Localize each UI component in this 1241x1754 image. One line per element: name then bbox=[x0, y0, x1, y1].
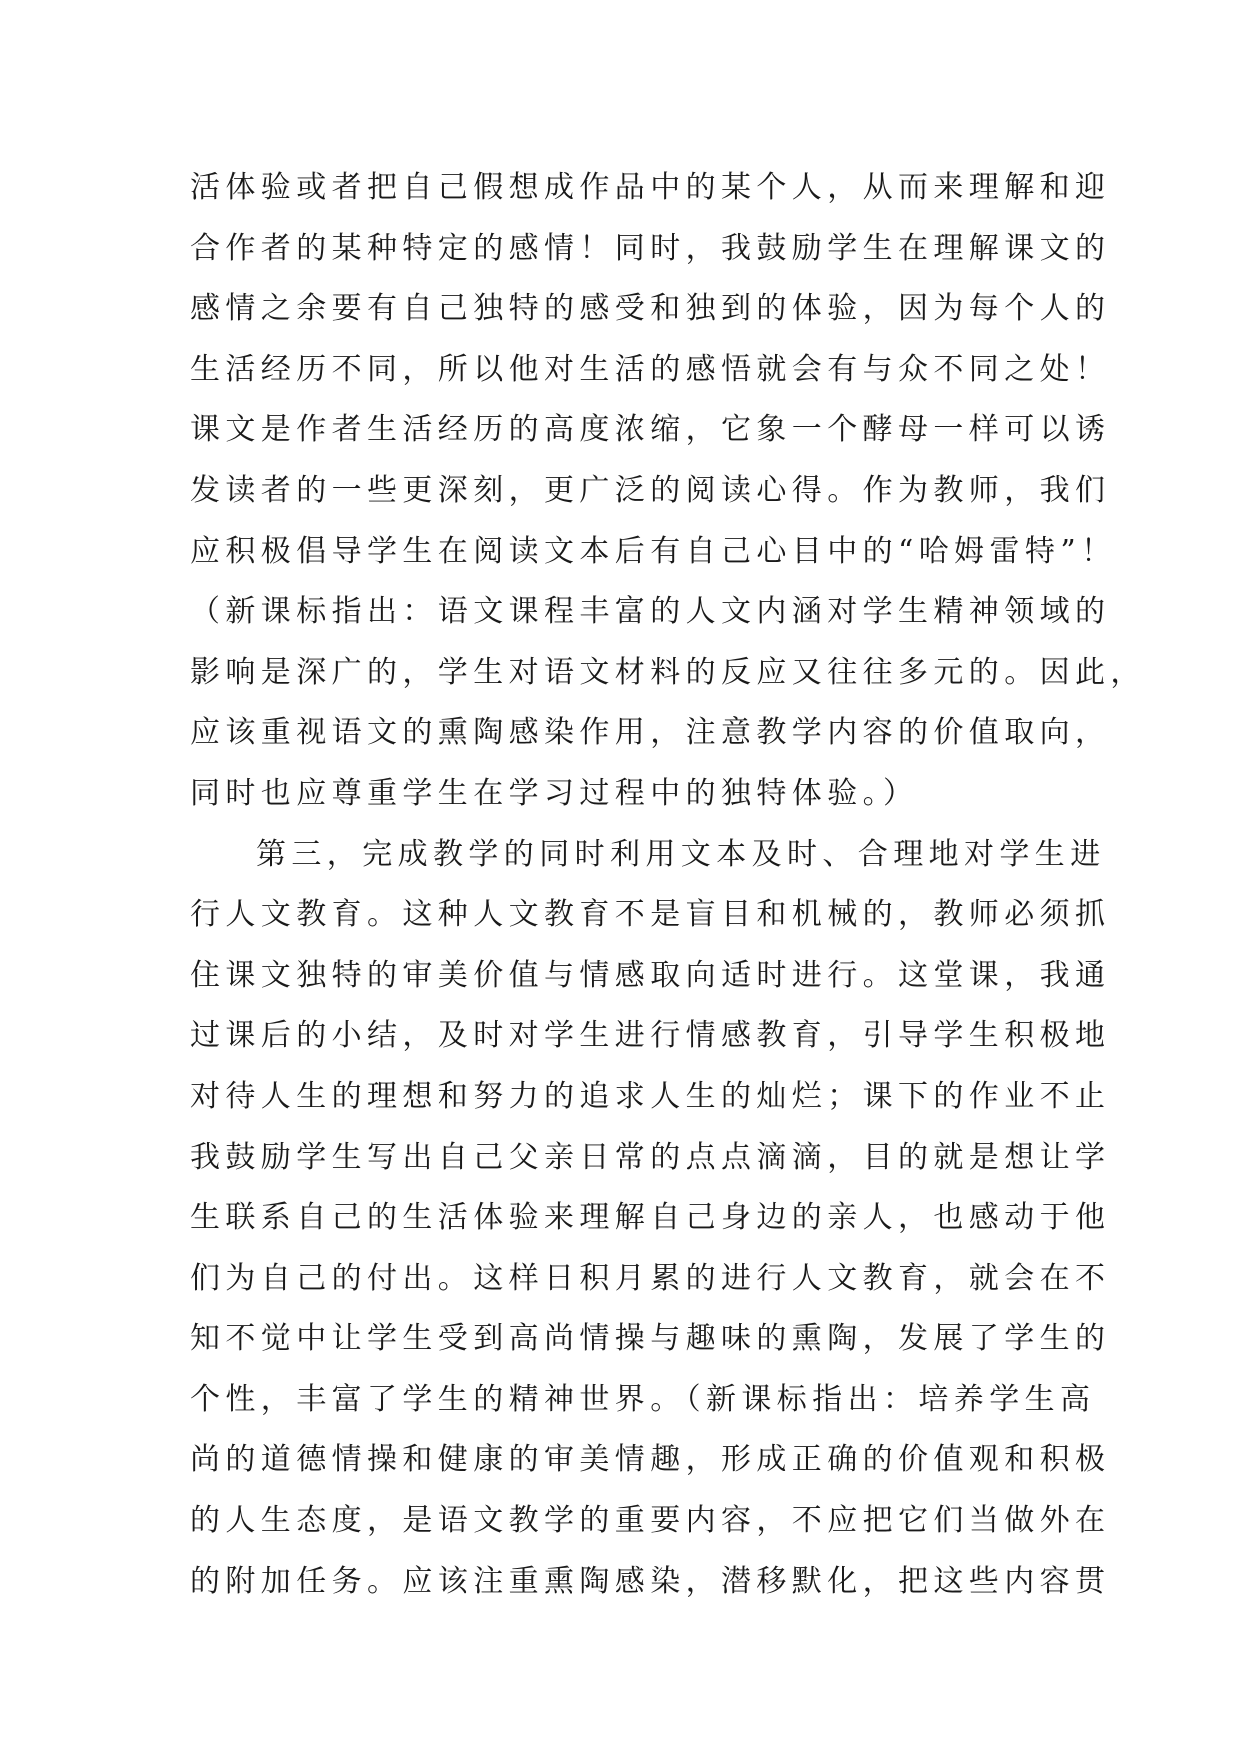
text-line: （新课标指出：语文课程丰富的人文内涵对学生精神领域的 bbox=[190, 594, 1111, 630]
body-text bbox=[190, 158, 1146, 1612]
text-line: 课文是作者生活经历的高度浓缩，它象一个酵母一样可以诱 bbox=[190, 412, 1111, 448]
text-line: 生联系自己的生活体验来理解自己身边的亲人，也感动于他 bbox=[190, 1200, 1111, 1236]
text-line: 活体验或者把自己假想成作品中的某个人，从而来理解和迎 bbox=[190, 170, 1111, 205]
text-line: 行人文教育。这种人文教育不是盲目和机械的，教师必须抓 bbox=[190, 897, 1111, 933]
text-line: 们为自己的付出。这样日积月累的进行人文教育，就会在不 bbox=[190, 1260, 1111, 1296]
text-line: 的附加任务。应该注重熏陶感染，潜移默化，把这些内容贯 bbox=[190, 1563, 1111, 1599]
text-line: 对待人生的理想和努力的追求人生的灿烂；课下的作业不止 bbox=[190, 1078, 1111, 1114]
text-line: 合作者的某种特定的感情！同时，我鼓励学生在理解课文的 bbox=[190, 230, 1111, 266]
text-line: 生活经历不同，所以他对生活的感悟就会有与众不同之处！ bbox=[190, 351, 1111, 387]
text-line: 影响是深广的，学生对语文材料的反应又往往多元的。因此， bbox=[190, 654, 1146, 690]
text-line: 的人生态度，是语文教学的重要内容，不应把它们当做外在 bbox=[190, 1503, 1111, 1539]
text-line: 过课后的小结，及时对学生进行情感教育，引导学生积极地 bbox=[190, 1018, 1111, 1054]
paragraph-first-line: 第三，完成教学的同时利用文本及时、合理地对学生进 bbox=[256, 836, 1106, 872]
text-line: 应积极倡导学生在阅读文本后有自己心目中的“哈姆雷特”！ bbox=[190, 533, 1117, 569]
text-line: 尚的道德情操和健康的审美情趣，形成正确的价值观和积极 bbox=[190, 1442, 1111, 1478]
text-line: 个性，丰富了学生的精神世界。（新课标指出：培养学生高 bbox=[190, 1381, 1096, 1417]
text-line: 知不觉中让学生受到高尚情操与趣味的熏陶，发展了学生的 bbox=[190, 1321, 1111, 1357]
text-line: 感情之余要有自己独特的感受和独到的体验，因为每个人的 bbox=[190, 291, 1111, 327]
text-line: 我鼓励学生写出自己父亲日常的点点滴滴，目的就是想让学 bbox=[190, 1139, 1111, 1175]
text-line: 住课文独特的审美价值与情感取向适时进行。这堂课，我通 bbox=[190, 957, 1111, 993]
text-line: 应该重视语文的熏陶感染作用，注意教学内容的价值取向， bbox=[190, 715, 1111, 751]
text-line: 同时也应尊重学生在学习过程中的独特体验。） bbox=[190, 775, 919, 811]
text-line: 发读者的一些更深刻，更广泛的阅读心得。作为教师，我们 bbox=[190, 472, 1111, 508]
